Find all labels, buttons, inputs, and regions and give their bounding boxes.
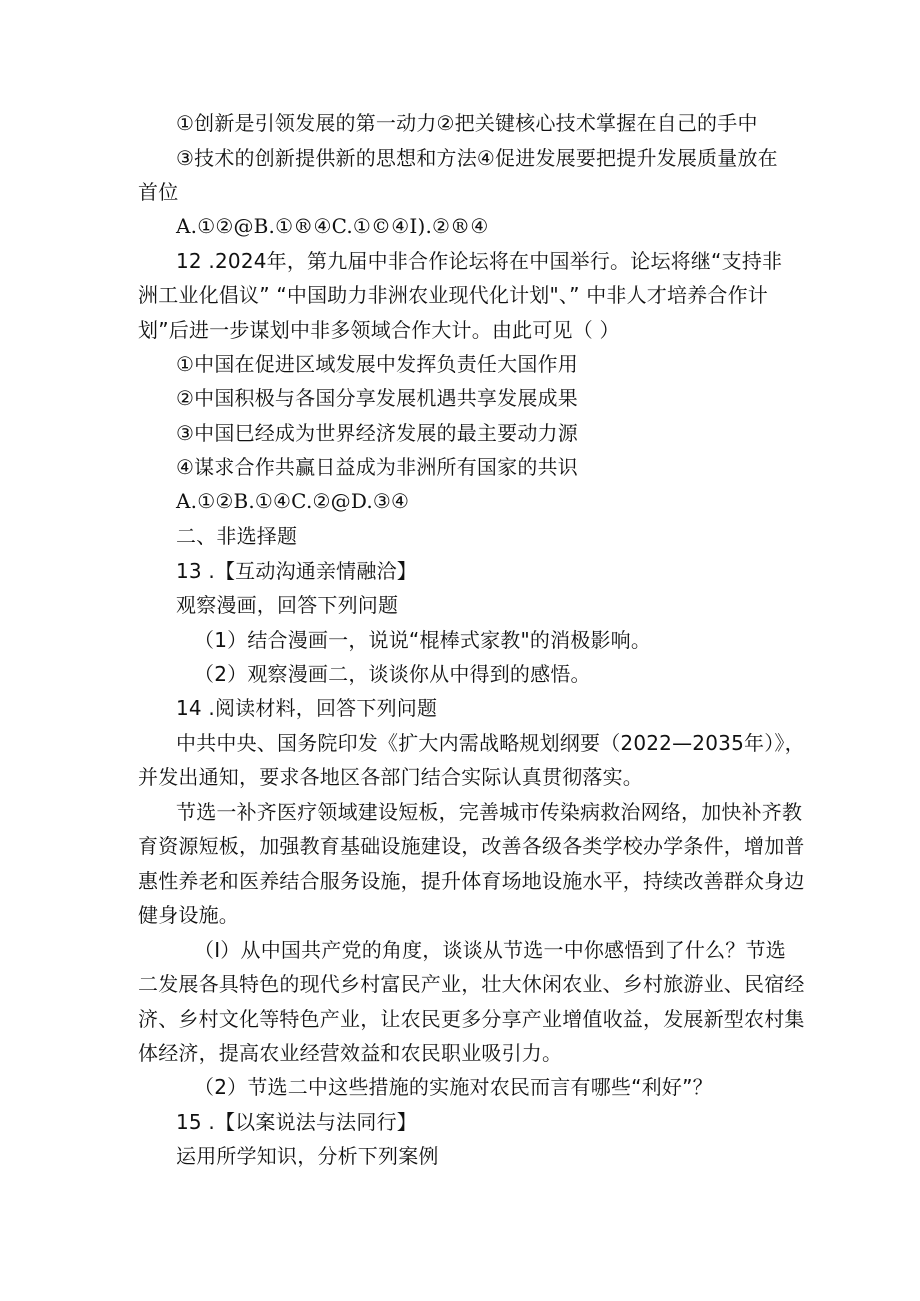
excerpt-1-line-3: 惠性养老和医养结合服务设施，提升体育场地设施水平，持续改善群众身边 xyxy=(138,869,805,893)
question-14-part-1-line-3: 济、乡村文化等特色产业，让农民更多分享产业增值收益，发展新型农村集 xyxy=(138,1007,805,1031)
question-12-statement-3: ③中国巳经成为世界经济发展的最主要动力源 xyxy=(176,421,578,445)
question-14-material-line-2: 并发出通知，要求各地区各部门结合实际认真贯彻落实。 xyxy=(138,765,643,789)
option-statements-line-3: 首位 xyxy=(138,180,179,204)
answer-choices-12: A.①②B.①④C.②@D.③④ xyxy=(176,489,410,513)
question-12-stem-line-2: 洲工业化倡议” “中国助力非洲农业现代化计划"、” 中非人才培养合作计 xyxy=(138,283,768,307)
question-12-statement-4: ④谋求合作共赢日益成为非洲所有国家的共识 xyxy=(176,455,578,479)
excerpt-1-line-1: 节选一补齐医疗领域建设短板，完善城市传染病救治网络，加快补齐教 xyxy=(176,800,803,824)
excerpt-1-line-4: 健身设施。 xyxy=(138,903,239,927)
question-14-title: 14 .阅读材料，回答下列问题 xyxy=(176,696,438,720)
question-14-part-2: （2）节选二中这些措施的实施对农民而言有哪些“利好”？ xyxy=(194,1075,713,1099)
question-13-instruction: 观察漫画，回答下列问题 xyxy=(176,593,399,617)
question-14-part-1-line-4: 体经济，提高农业经营效益和农民职业吸引力。 xyxy=(138,1041,563,1065)
question-15-instruction: 运用所学知识，分析下列案例 xyxy=(176,1144,439,1168)
question-13-part-2: （2）观察漫画二，谈谈你从中得到的感悟。 xyxy=(194,662,591,686)
question-13-part-1: （1）结合漫画一，说说“棍棒式家教"的消极影响。 xyxy=(194,628,652,652)
question-14-material-line-1: 中共中央、国务院印发《扩大内需战略规划纲要（2022—2035年）》， xyxy=(176,731,805,755)
question-15-title: 15 .【以案说法与法同行】 xyxy=(176,1110,417,1134)
question-14-part-1-line-1: （I）从中国共产党的角度，谈谈从节选一中你感悟到了什么？节选 xyxy=(194,938,786,962)
question-14-part-1-line-2: 二发展各具特色的现代乡村富民产业，壮大休闲农业、乡村旅游业、民宿经 xyxy=(138,972,805,996)
question-12-statement-2: ②中国积极与各国分享发展机遇共享发展成果 xyxy=(176,386,578,410)
question-13-title: 13 .【互动沟通亲情融洽】 xyxy=(176,559,417,583)
option-statements-line-2: ③技术的创新提供新的思想和方法④促进发展要把提升发展质量放在 xyxy=(176,146,778,170)
option-statements-line-1: ①创新是引领发展的第一动力②把关键核心技术掌握在自己的手中 xyxy=(176,111,758,135)
question-12-statement-1: ①中国在促进区域发展中发挥负责任大国作用 xyxy=(176,352,578,376)
excerpt-1-line-2: 育资源短板，加强教育基础设施建设，改善各级各类学校办学条件，增加普 xyxy=(138,834,805,858)
answer-choices-11: A.①②@B.①®④C.①©④I).②®④ xyxy=(176,214,489,238)
section-heading-non-choice: 二、非选择题 xyxy=(176,524,298,548)
question-12-stem-line-1: 12 .2024年，第九届中非合作论坛将在中国举行。论坛将继“支持非 xyxy=(176,249,783,273)
question-12-stem-line-3: 划”后进一步谋划中非多领域合作大计。由此可见（ ） xyxy=(138,318,620,342)
